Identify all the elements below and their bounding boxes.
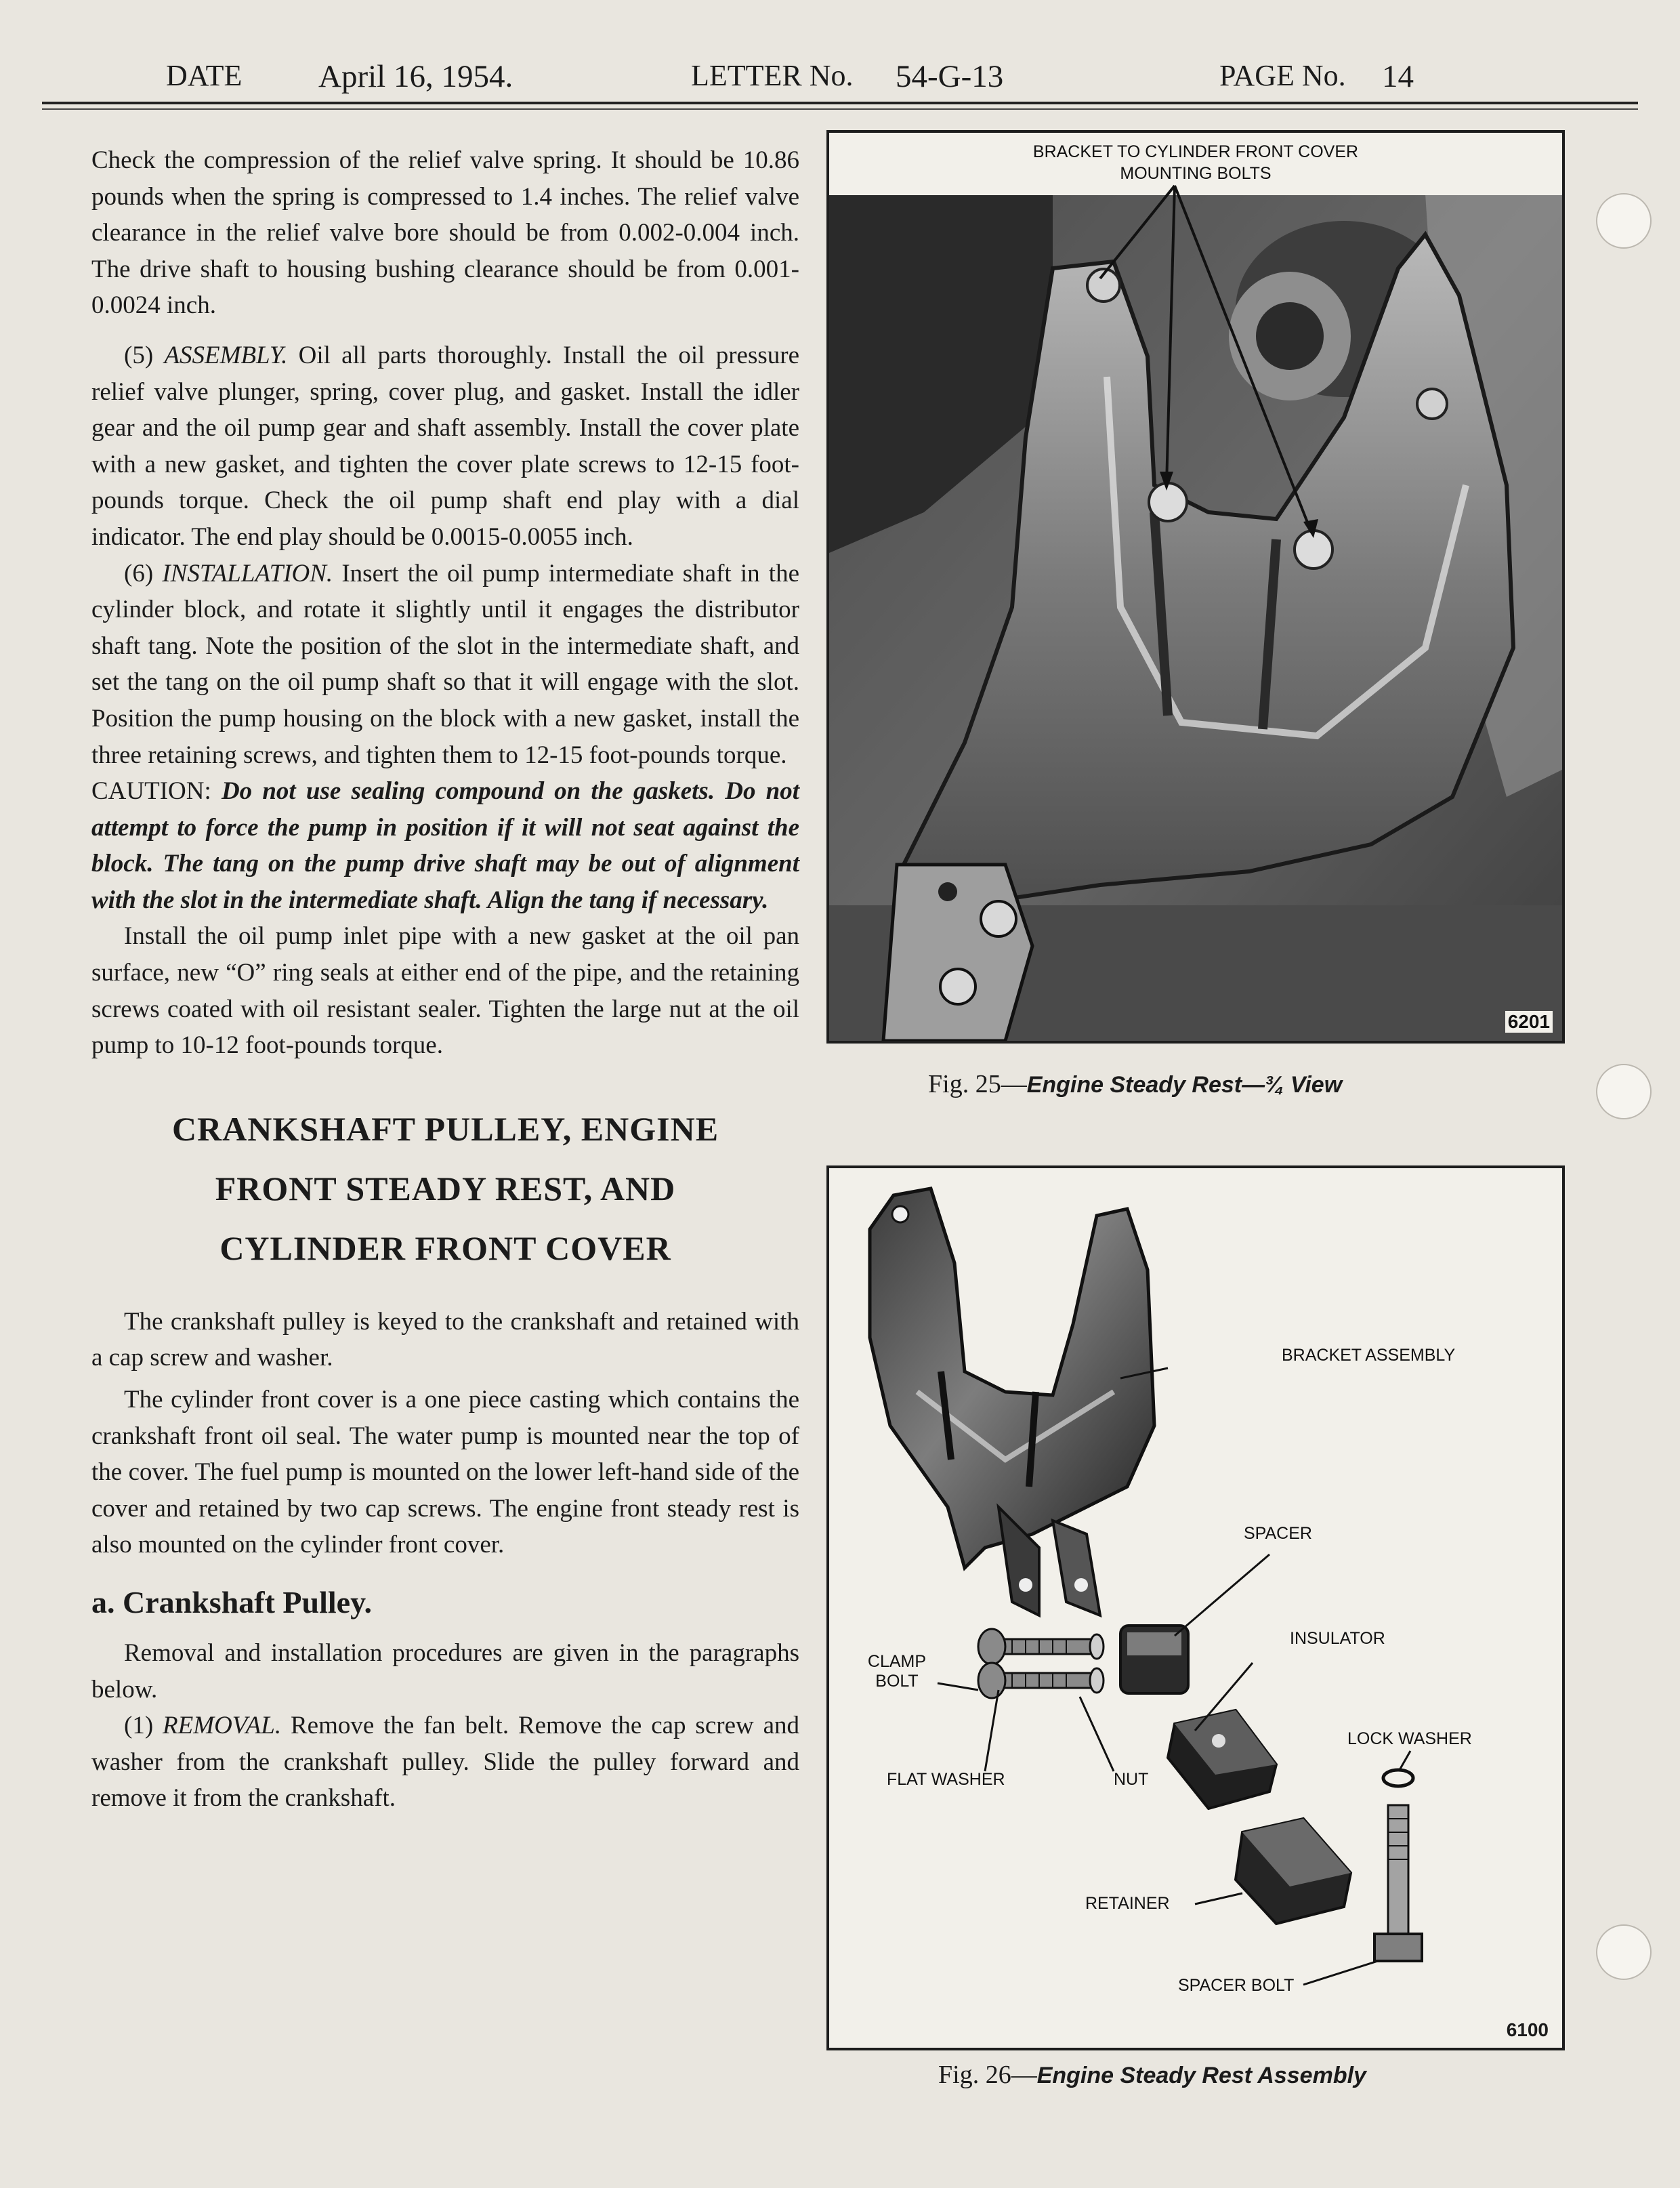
paragraph-front-cover: The cylinder front cover is a one piece casting which contains the crankshaft front oil seal. The water pump is mounted near the top of the cover. The fuel pump is mounted on the lower left-hand side of the cover and retained by two cap screws. The engine front steady rest is also mounted on the cylinder front cover. [91,1386,799,1559]
installation-number: (6) [124,559,154,587]
letter-number: 54-G-13 [896,59,1004,94]
date-label: DATE [166,59,243,92]
section-heading-line-1: CRANKSHAFT PULLEY, ENGINE [171,1109,719,1148]
label-retainer: RETAINER [1085,1894,1170,1913]
figure-25-caption [928,1069,1342,1099]
removal-title: REMOVAL. [163,1712,282,1740]
assembly-title: ASSEMBLY. [164,341,288,369]
section-heading-line-2: FRONT STEADY REST, AND [215,1169,676,1207]
date-value: April 16, 1954. [318,59,513,94]
label-lock-washer: LOCK WASHER [1347,1729,1472,1748]
assembly-text: Oil all parts thoroughly. Install the oil pressure relief valve plunger, spring, cover plug, and gasket. Install the idler gear and the oil pump gear and shaft assembly. Install the cover plate with a new gasket, and tighten the cover plate screws to 12-15 foot-pounds torque. Check the oil pump shaft end play with a dial indicator. The end play should be 0.0015-0.0055 inch. [91,341,799,551]
caution-note [91,773,799,918]
caution-text: Do not use sealing compound on the gaskets. Do not attempt to force the pump in position if it will not seat against the block. The tang on the pump drive shaft may be out of alignment with the slot in the intermediate shaft. Align the tang if necessary. [91,777,800,914]
binder-hole-top [1596,193,1652,249]
section-heading [91,1099,799,1278]
fig25-number: 6201 [1505,1011,1553,1033]
installation-text: Insert the oil pump intermediate shaft in the cylinder block, and rotate it slightly until it engages the distributor shaft tang. Note the position of the slot in the intermediate shaft, and set the tang on the oil pump shaft so that it will engage with the slot. Position the pump housing on the block with a new gasket, install the three retaining screws, and tighten them to 12-15 foot-pounds torque. [91,559,800,769]
page-number: 14 [1382,59,1414,94]
fig26-number: 6100 [1506,2019,1549,2040]
page-label: PAGE No. [1219,59,1346,92]
letter-label: LETTER No. [691,59,854,92]
installation-title: INSTALLATION. [162,559,333,587]
page-header [0,58,1680,99]
label-flat-washer: FLAT WASHER [887,1770,1005,1789]
label-clamp: CLAMP [867,1652,927,1671]
paragraph-inlet-pipe: Install the oil pump inlet pipe with a new gasket at the oil pan surface, new “O” ring seals at either end of the pipe, and the retaining screws coated with oil resistant sealer. Tighten the large nut at the oil pump to 10-12 foot-pounds torque. [91,922,799,1060]
label-bracket-assembly: BRACKET ASSEMBLY [1282,1346,1456,1365]
fig25-caption-title: Engine Steady Rest—¾ View [1026,1072,1343,1098]
label-bolt: BOLT [875,1672,919,1691]
section-heading-line-3: CYLINDER FRONT COVER [219,1229,671,1267]
label-spacer: SPACER [1244,1524,1312,1543]
label-spacer-bolt: SPACER BOLT [1178,1976,1295,1995]
fig25-label-line-1: BRACKET TO CYLINDER FRONT COVER [1032,142,1359,161]
removal-number: (1) [124,1712,154,1740]
figure-26-diagram [826,1165,1565,2050]
paragraph-relief-valve: Check the compression of the relief valve spring. It should be 10.86 pounds when the spring is compressed to 1.4 inches. The relief valve clearance in the relief valve bore should be from 0.002-0.004 inch. The drive shaft to housing bushing clearance should be from 0.001-0.0024 inch. [91,146,799,320]
assembly-number: (5) [124,341,154,369]
fig25-caption-prefix: Fig. 25— [928,1070,1027,1098]
figure-25-photo [826,130,1565,1044]
label-insulator: INSULATOR [1290,1629,1385,1648]
removal-text: Remove the fan belt. Remove the cap screw and washer from the crankshaft pulley. Slide the pulley forward and remove it from the crankshaft. [91,1712,800,1813]
fig26-caption-title: Engine Steady Rest Assembly [1036,2063,1366,2088]
paragraph-pulley: The crankshaft pulley is keyed to the crankshaft and retained with a cap screw and washer. [91,1307,799,1372]
header-rule [42,102,1638,104]
label-nut: NUT [1114,1770,1149,1789]
subsection-heading: a. Crankshaft Pulley. [91,1585,373,1619]
caution-label: CAUTION: [91,777,211,806]
fig26-caption-prefix: Fig. 26— [938,2061,1037,2089]
figure-26-caption [938,2060,1366,2090]
paragraph-assembly [91,337,799,556]
steady-rest-exploded-view [829,1168,1562,2048]
engine-steady-rest-photo [829,133,1562,1041]
paragraph-procedures: Removal and installation procedures are given in the paragraphs below. [91,1639,799,1704]
paragraph-installation [91,556,799,774]
paragraph-removal [91,1708,799,1817]
label-clamp-bolt [860,1652,934,1691]
fig25-label-line-2: MOUNTING BOLTS [1120,164,1272,183]
header-rule-thin [42,108,1638,110]
text-column [91,142,799,1817]
binder-hole-middle [1596,1064,1652,1119]
binder-hole-bottom [1596,1924,1652,1980]
